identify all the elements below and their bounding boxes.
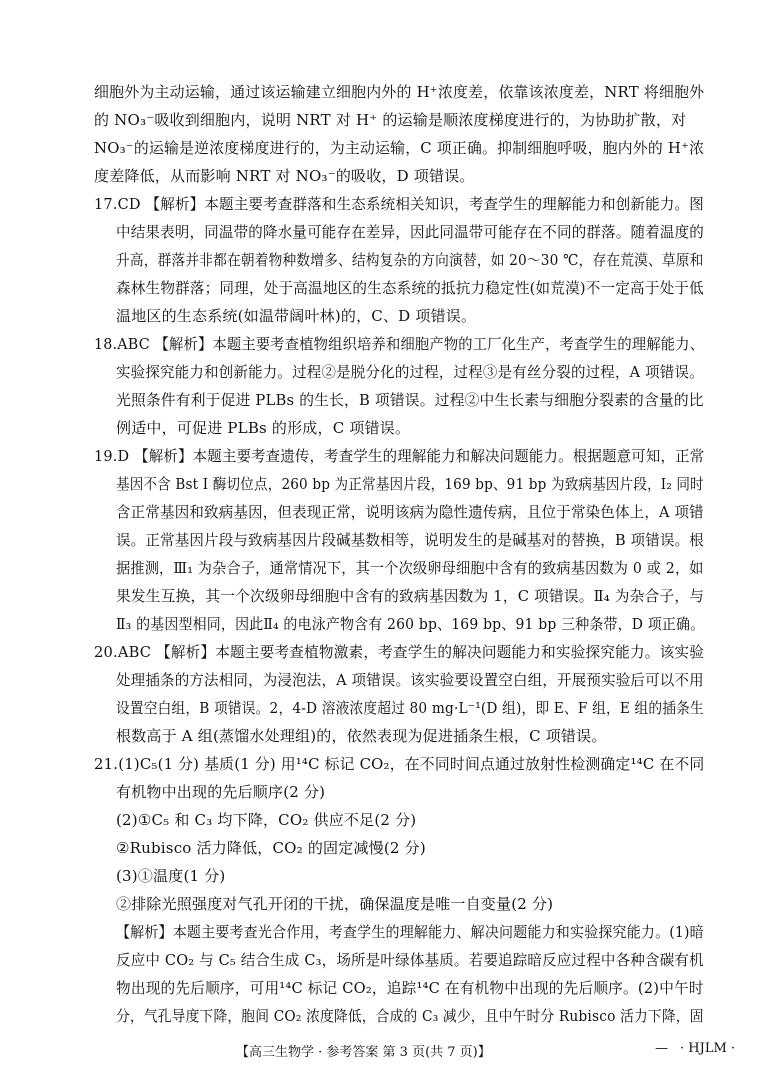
text-line: 果发生互换，其一个次级卵母细胞中含有的致病基因数为 1，C 项错误。Ⅱ₄ 为杂合子，与 [116, 587, 705, 605]
text-line: 物出现的先后顺序，可用¹⁴C 标记 CO₂，追踪¹⁴C 在有机物中出现的先后顺序。(2)中午时 [116, 979, 704, 997]
text-line: ②排除光照强度对气孔开闭的干扰，确保温度是唯一自变量(2 分) [116, 895, 554, 913]
page-footer: 【高三生物学 · 参考答案 第 3 页(共 7 页)】 [236, 1045, 491, 1060]
text-line: Ⅱ₃ 的基因型相同，因此Ⅱ₄ 的电泳产物含有 260 bp、169 bp、91 bp 三种条带，D 项正确。 [116, 615, 705, 633]
text-line: 细胞外为主动运输，通过该运输建立细胞内外的 H⁺浓度差，依靠该浓度差，NRT 将细胞外 [94, 83, 705, 101]
footer-dash: — [655, 1041, 668, 1056]
text-line: 例适中，可促进 PLBs 的形成，C 项错误。 [116, 419, 411, 437]
answer-18-line: 18.ABC 【解析】本题主要考查植物组织培养和细胞产物的工厂化生产，考查学生的理解能力、 [94, 335, 705, 353]
text-line: 分，气孔导度下降，胞间 CO₂ 浓度降低，合成的 C₃ 减少，且中午时分 Rubisco 活力下降，固 [116, 1007, 704, 1025]
answer-17-line: 17.CD 【解析】本题主要考查群落和生态系统相关知识，考查学生的理解能力和创新能力。图 [94, 195, 704, 213]
text-line: 度差降低，从而影响 NRT 对 NO₃⁻的吸收，D 项错误。 [94, 167, 475, 185]
text-line: 实验探究能力和创新能力。过程②是脱分化的过程，过程③是有丝分裂的过程，A 项错误。 [116, 363, 704, 381]
text-line: 中结果表明，同温带的降水量可能存在差异，因此同温带可能存在不同的群落。随着温度的 [116, 223, 705, 241]
text-line: 处理插条的方法相同，为浸泡法，A 项错误。该实验要设置空白组，开展预实验后可以不用 [116, 671, 704, 689]
text-line: (3)①温度(1 分) [116, 867, 226, 885]
text-line: ②Rubisco 活力降低，CO₂ 的固定减慢(2 分) [116, 839, 426, 857]
text-line: 升高，群落并非都在朝着物种数增多、结构复杂的方向演替，如 20～30 ℃，存在荒漠、草原和 [116, 251, 704, 269]
analysis-line: 【解析】本题主要考查光合作用，考查学生的理解能力、解决问题能力和实验探究能力。(1)暗 [116, 923, 704, 941]
text-line: 有机物中出现的先后顺序(2 分) [116, 783, 326, 801]
text-line: 温地区的生态系统(如温带阔叶林)的，C、D 项错误。 [116, 307, 477, 325]
text-line: 森林生物群落；同理，处于高温地区的生态系统的抵抗力稳定性(如荒漠)不一定高于处于低 [116, 279, 704, 297]
answer-21-line: 21.(1)C₅(1 分) 基质(1 分) 用¹⁴C 标记 CO₂，在不同时间点通过放射性检测确定¹⁴C 在不同 [94, 755, 705, 773]
text-line: 根数高于 A 组(蒸馏水处理组)的，依然表现为促进插条生根，C 项错误。 [116, 727, 607, 745]
text-line: 基因不含 Bst Ⅰ 酶切位点，260 bp 为正常基因片段，169 bp、91 bp 为致病基因片段，Ⅰ₂ 同时 [116, 475, 704, 493]
text-line: NO₃⁻的运输是逆浓度梯度进行的，为主动运输，C 项正确。抑制细胞呼吸，胞内外的 H⁺浓 [94, 139, 705, 157]
text-line: 反应中 CO₂ 与 C₅ 结合生成 C₃，场所是叶绿体基质。若要追踪暗反应过程中各种含碳有机 [116, 951, 704, 969]
text-line: 光照条件有利于促进 PLBs 的生长，B 项错误。过程②中生长素与细胞分裂素的含量的比 [116, 391, 704, 409]
text-line: 设置空白组，B 项错误。2，4-D 溶液浓度超过 80 mg·L⁻¹(D 组)，即 E、F 组，E 组的插条生 [116, 699, 704, 717]
text-line: (2)①C₅ 和 C₃ 均下降，CO₂ 供应不足(2 分) [116, 811, 417, 829]
answer-19-line: 19.D 【解析】本题主要考查遗传，考查学生的理解能力和解决问题能力。根据题意可知，正常 [94, 447, 705, 465]
text-line: 含正常基因和致病基因，但表现正常，说明该病为隐性遗传病，且位于常染色体上，A 项错 [116, 503, 704, 521]
footer-code: · HJLM · [680, 1041, 736, 1056]
answer-20-line: 20.ABC 【解析】本题主要考查植物激素，考查学生的解决问题能力和实验探究能力。该实验 [94, 643, 705, 661]
text-line: 据推测，Ⅲ₁ 为杂合子，通常情况下，其一个次级卵母细胞中含有的致病基因数为 0 或 2，如 [116, 559, 704, 577]
text-line: 误。正常基因片段与致病基因片段碱基数相等，说明发生的是碱基对的替换，B 项错误。根 [116, 531, 704, 549]
text-line: 的 NO₃⁻吸收到细胞内，说明 NRT 对 H⁺ 的运输是顺浓度梯度进行的，为协助扩散，对 [94, 111, 687, 129]
